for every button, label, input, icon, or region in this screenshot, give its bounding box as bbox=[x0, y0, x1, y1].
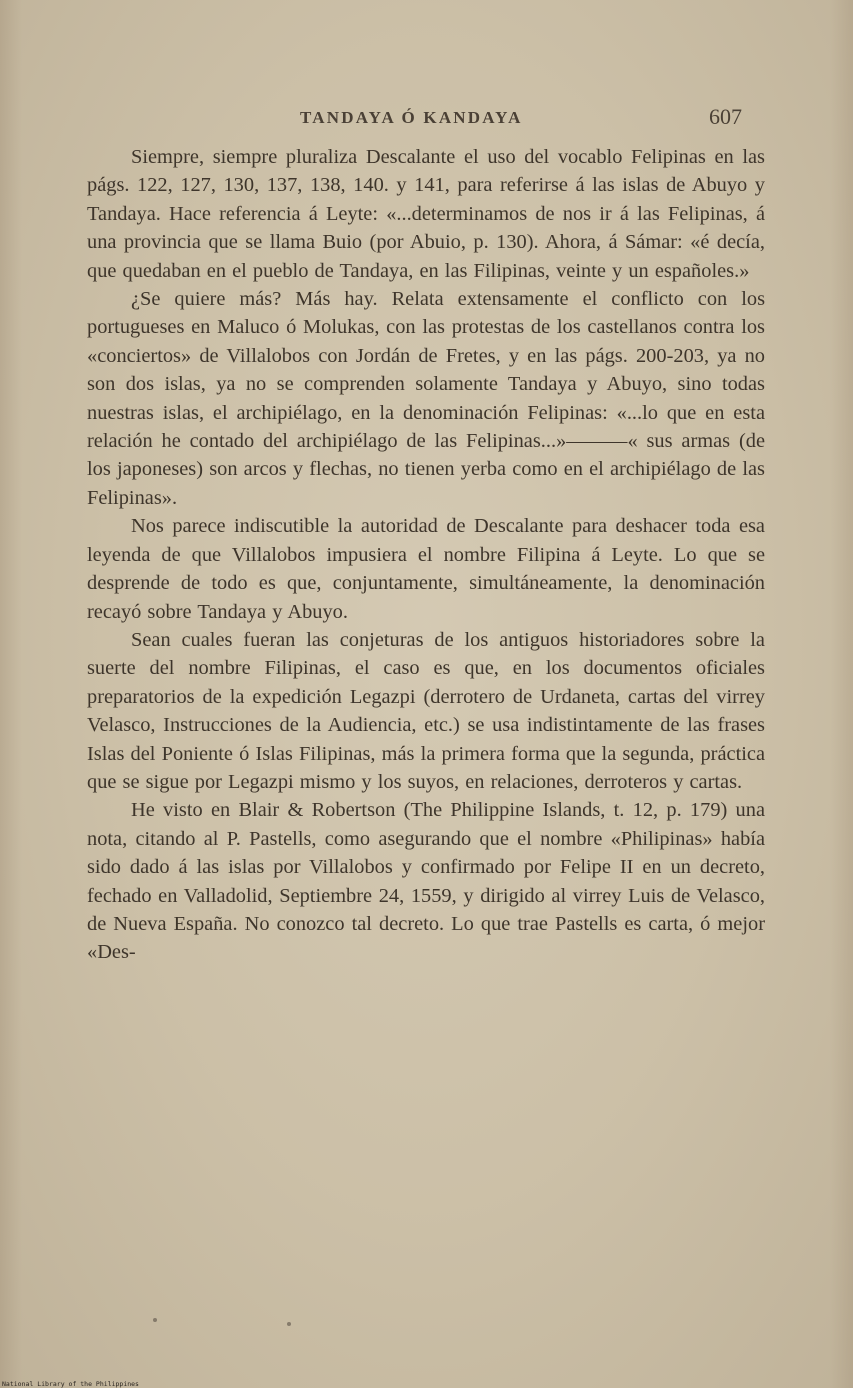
paper-speck bbox=[153, 1318, 157, 1322]
paragraph-1: Siempre, siempre pluraliza Descalante el uso del vocablo Felipinas en las págs. 122, 127, 130, 137, 138, 140. y 141, para referirse á las islas de Abuyo y Tandaya. Hace referencia á Leyte: «...determinamos de nos ir á las Felipinas, á una provincia que se llama Buio (por Abuio, p. 130). Ahora, á Sámar: «é decía, que quedaban en el pueblo de Tandaya, en las Filipinas, veinte y un españoles.» bbox=[87, 146, 765, 282]
running-title: TANDAYA Ó KANDAYA bbox=[300, 108, 523, 127]
running-head bbox=[0, 104, 853, 134]
paper-speck bbox=[287, 1322, 291, 1326]
paragraph-5: He visto en Blair & Robertson (The Philippine Islands, t. 12, p. 179) una nota, citando al P. Pastells, como asegurando que el nombre «Philipinas» había sido dado á las islas por Villalobos y confirmado por Felipe II en un decreto, fechado en Valladolid, Septiembre 24, 1559, y dirigido al virrey Luis de Velasco, de Nueva España. No conozco tal decreto. Lo que trae Pastells es carta, ó mejor «Des- bbox=[87, 799, 765, 964]
body-text bbox=[87, 143, 765, 967]
paragraph-2: ¿Se quiere más? Más hay. Relata extensamente el conflicto con los portugueses en Maluco ó Molukas, con las protestas de los castellanos contra los «conciertos» de Villalobos con Jordán de Fretes, y en las págs. 200-203, ya no son dos islas, ya no se comprenden solamente Tandaya y Abuyo, sino todas nuestras islas, el archipiélago, en la denominación Felipinas: «...lo que en esta relación he contado del archipiélago de las Felipinas...»———« sus armas (de los japoneses) son arcos y flechas, no tienen yerba como en el archipiélago de las Felipinas». bbox=[87, 288, 765, 509]
paragraph-3: Nos parece indiscutible la autoridad de Descalante para deshacer toda esa leyenda de que Villalobos impusiera el nombre Filipina á Leyte. Lo que se desprende de todo es que, conjuntamente, simultáneamente, la denominación recayó sobre Tandaya y Abuyo. bbox=[87, 515, 765, 623]
paragraph-4: Sean cuales fueran las conjeturas de los antiguos historiadores sobre la suerte del nombre Filipinas, el caso es que, en los documentos oficiales preparatorios de la expedición Legazpi (derrotero de Urdaneta, cartas del virrey Velasco, Instrucciones de la Audiencia, etc.) se usa indistintamente de las frases Islas del Poniente ó Islas Filipinas, más la primera forma que la segunda, práctica que se sigue por Legazpi mismo y los suyos, en relaciones, derroteros y cartas. bbox=[87, 628, 765, 793]
page-number: 607 bbox=[709, 104, 742, 129]
footer-credit: National Library of the Philippines bbox=[2, 1380, 139, 1388]
